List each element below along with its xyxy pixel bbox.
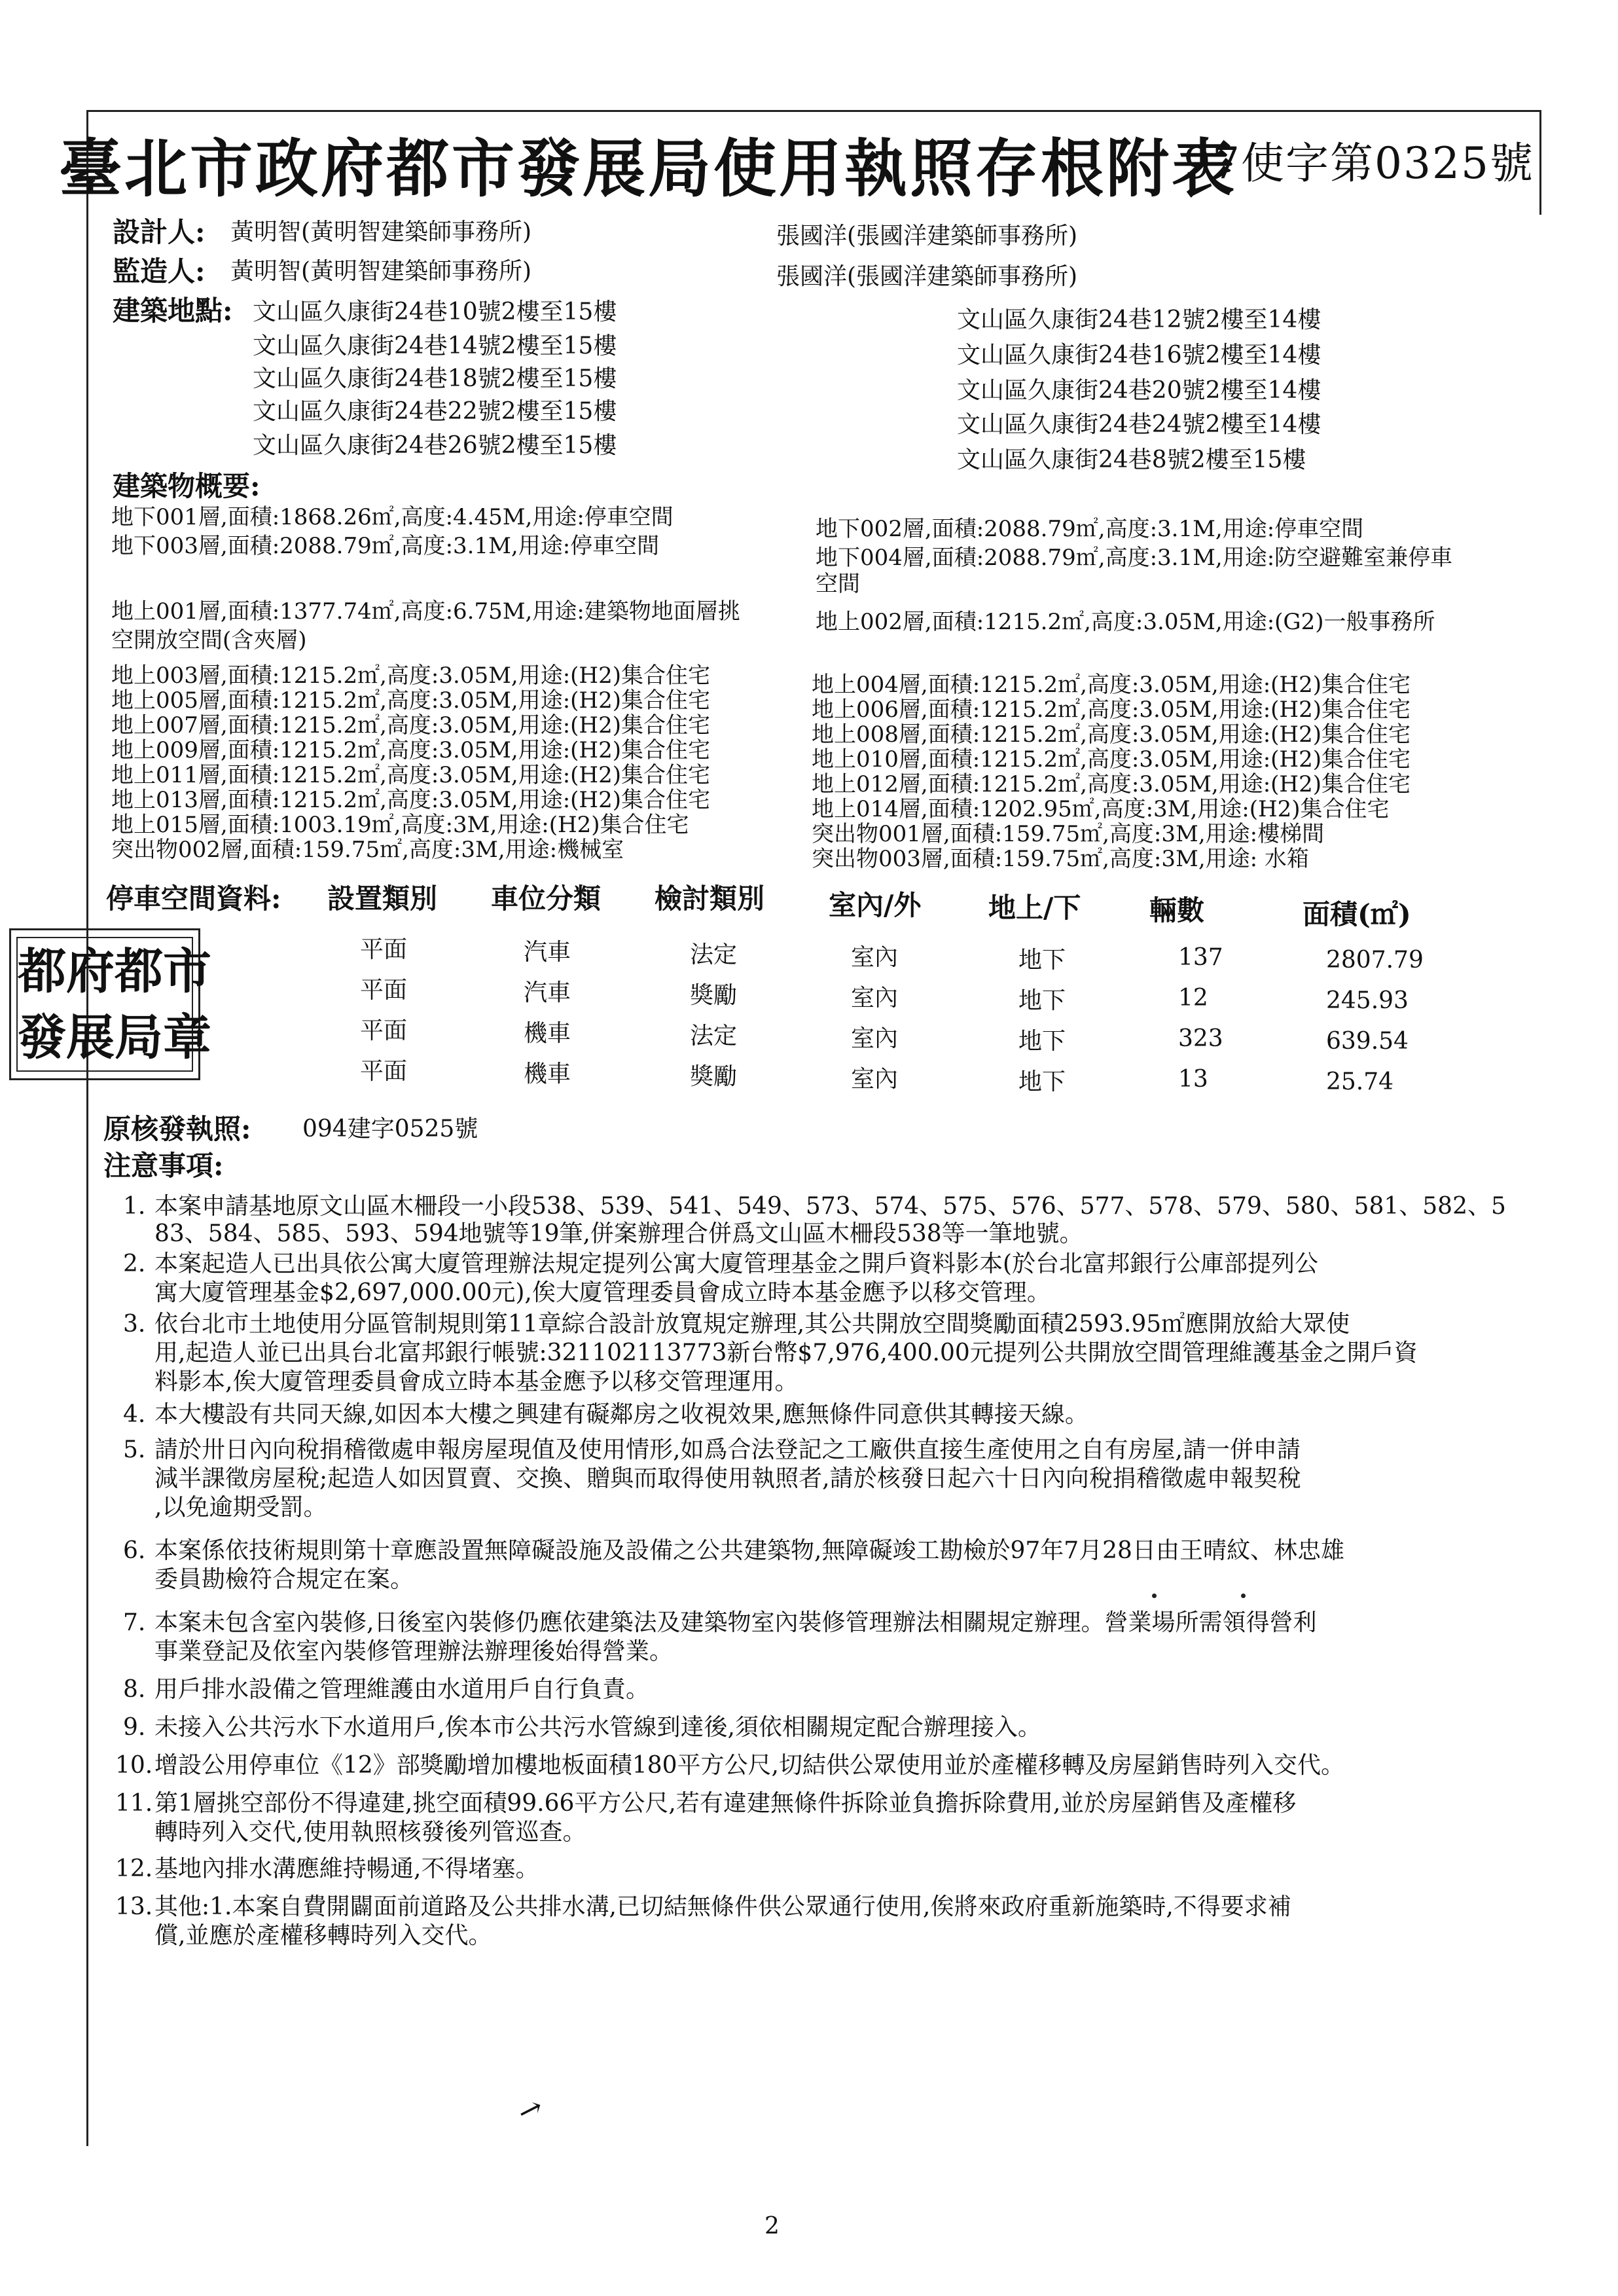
supervisor-name-1: 黃明智(黃明智建築師事務所)	[230, 258, 532, 285]
note-line: 減半課徵房屋稅;起造人如因買賣、交換、贈與而取得使用執照者,請於核發日起六十日內向稅捐稽徵處申報契稅	[154, 1465, 1301, 1492]
parking-cell: 12	[1178, 985, 1208, 1011]
note-number: 8.	[123, 1676, 146, 1703]
note-number: 6.	[123, 1537, 146, 1564]
seal-char: 展	[66, 1009, 115, 1066]
floor-entry-left: 地上011層,面積:1215.2㎡,高度:3.05M,用途:(H2)集合住宅	[111, 762, 710, 788]
designer-label: 設計人:	[113, 216, 206, 248]
parking-cell: 地下	[1018, 947, 1066, 974]
note-line: 第1層挑空部份不得違建,挑空面積99.66平方公尺,若有違建無條件拆除並負擔拆除費用,並於房屋銷售及產權移	[154, 1790, 1297, 1817]
note-number: 12.	[115, 1855, 153, 1882]
site-label: 建築地點:	[113, 295, 233, 327]
ground-floor-1-cont: 空開放空間(含夾層)	[111, 627, 307, 653]
seal-char: 都	[115, 943, 163, 1000]
site-address-left: 文山區久康街24巷18號2樓至15樓	[253, 365, 617, 392]
note-line: 本案係依技術規則第十章應設置無障礙設施及設備之公共建築物,無障礙竣工勘檢於97年7月28日由王晴紋、林忠雄	[154, 1537, 1344, 1564]
parking-cell: 2807.79	[1326, 947, 1424, 974]
parking-cell: 機車	[524, 1061, 571, 1087]
parking-cell: 平面	[360, 977, 408, 1004]
parking-cell: 法定	[690, 1023, 738, 1049]
parking-header: 車位分類	[491, 883, 602, 915]
frame-left-rule	[86, 110, 88, 2146]
note-line: 委員勘檢符合規定在案。	[154, 1566, 414, 1593]
note-line: 本大樓設有共同天線,如因本大樓之興建有礙鄰房之收視效果,應無條件同意供其轉接天線。	[154, 1401, 1088, 1428]
note-line: 基地內排水溝應維持暢通,不得堵塞。	[154, 1855, 539, 1882]
note-line: 其他:1.本案自費開闢面前道路及公共排水溝,已切結無條件供公眾通行使用,俟將來政府重新施築時,不得要求補	[154, 1893, 1291, 1920]
ground-floor-2: 地上002層,面積:1215.2㎡,高度:3.05M,用途:(G2)一般事務所	[816, 609, 1435, 635]
basement-floor-4-cont: 空間	[816, 571, 860, 597]
site-address-left: 文山區久康街24巷10號2樓至15樓	[253, 299, 617, 325]
note-number: 7.	[123, 1609, 146, 1636]
note-number: 13.	[115, 1893, 153, 1920]
parking-header: 設置類別	[327, 883, 438, 915]
site-address-right: 文山區久康街24巷12號2樓至14樓	[957, 306, 1321, 333]
frame-right-rule	[1539, 110, 1541, 215]
parking-cell: 地下	[1018, 1028, 1066, 1055]
parking-label: 停車空間資料:	[106, 883, 281, 915]
note-line: 轉時列入交代,使用執照核發後列管巡查。	[154, 1819, 586, 1846]
building-summary-label: 建築物概要:	[113, 470, 261, 502]
note-line: 本案未包含室內裝修,日後室內裝修仍應依建築法及建築物室內裝修管理辦法相關規定辦理。營業場所需領得營利	[154, 1609, 1317, 1636]
note-line: ,以免逾期受罰。	[154, 1494, 327, 1521]
floor-entry-right: 突出物001層,面積:159.75㎡,高度:3M,用途:樓梯間	[812, 821, 1325, 847]
parking-cell: 地下	[1018, 1068, 1066, 1095]
site-address-right: 文山區久康街24巷16號2樓至14樓	[957, 342, 1321, 369]
parking-cell: 25.74	[1326, 1068, 1394, 1095]
parking-cell: 室內	[851, 944, 899, 971]
parking-cell: 法定	[690, 941, 738, 968]
basement-floor-4: 地下004層,面積:2088.79㎡,高度:3.1M,用途:防空避難室兼停車	[816, 545, 1453, 571]
parking-cell: 13	[1178, 1066, 1208, 1093]
parking-header: 面積(㎡)	[1303, 898, 1411, 930]
floor-entry-left: 地上015層,面積:1003.19㎡,高度:3M,用途:(H2)集合住宅	[111, 812, 689, 838]
site-address-left: 文山區久康街24巷22號2樓至15樓	[253, 398, 617, 425]
parking-header: 輛數	[1149, 894, 1205, 926]
designer-name-2: 張國洋(張國洋建築師事務所)	[776, 223, 1078, 249]
basement-floor-3: 地下003層,面積:2088.79㎡,高度:3.1M,用途:停車空間	[111, 533, 660, 559]
seal-char: 市	[163, 943, 211, 1000]
note-number: 1.	[123, 1193, 146, 1220]
seal-char: 府	[66, 943, 115, 1000]
note-line: 增設公用停車位《12》部獎勵增加樓地板面積180平方公尺,切結供公眾使用並於產權移轉及房屋銷售時列入交代。	[154, 1752, 1344, 1779]
parking-cell: 639.54	[1326, 1028, 1409, 1055]
page-number: 2	[764, 2213, 780, 2240]
parking-cell: 室內	[851, 985, 899, 1011]
parking-cell: 獎勵	[690, 1063, 738, 1090]
parking-cell: 323	[1178, 1025, 1223, 1052]
note-line: 用戶排水設備之管理維護由水道用戶自行負責。	[154, 1676, 650, 1703]
emphasis-dot	[1241, 1594, 1246, 1598]
note-line: 請於卅日內向稅捐稽徵處申報房屋現值及使用情形,如爲合法登記之工廠供直接生產使用之自有房屋,請一併申請	[154, 1436, 1301, 1463]
seal-char: 章	[163, 1009, 211, 1066]
floor-entry-left: 地上013層,面積:1215.2㎡,高度:3.05M,用途:(H2)集合住宅	[111, 787, 710, 813]
site-address-right: 文山區久康街24巷24號2樓至14樓	[957, 411, 1321, 438]
document-number: 97使字第0325號	[1183, 138, 1534, 189]
note-number: 3.	[123, 1311, 146, 1338]
supervisor-label: 監造人:	[113, 255, 206, 287]
note-number: 11.	[115, 1790, 153, 1817]
floor-entry-left: 地上009層,面積:1215.2㎡,高度:3.05M,用途:(H2)集合住宅	[111, 737, 710, 763]
floor-entry-right: 突出物003層,面積:159.75㎡,高度:3M,用途: 水箱	[812, 846, 1309, 872]
note-number: 9.	[123, 1714, 146, 1741]
parking-cell: 室內	[851, 1066, 899, 1093]
site-address-left: 文山區久康街24巷14號2樓至15樓	[253, 333, 617, 359]
note-line: 本案起造人已出具依公寓大廈管理辦法規定提列公寓大廈管理基金之開戶資料影本(於台北富邦銀行公庫部提列公	[154, 1250, 1319, 1277]
official-seal-stamp	[9, 928, 211, 1080]
supervisor-name-2: 張國洋(張國洋建築師事務所)	[776, 263, 1078, 290]
parking-cell: 平面	[360, 936, 408, 963]
notes-label: 注意事項:	[103, 1150, 224, 1182]
original-license-value: 094建字0525號	[302, 1116, 478, 1142]
note-line: 料影本,俟大廈管理委員會成立時本基金應予以移交管理運用。	[154, 1368, 799, 1395]
parking-cell: 獎勵	[690, 982, 738, 1009]
parking-header: 檢討類別	[655, 883, 765, 915]
note-line: 本案申請基地原文山區木柵段一小段538、539、541、549、573、574、575、576、577、578、579、580、581、582、5	[154, 1193, 1506, 1220]
note-number: 5.	[123, 1436, 146, 1463]
floor-entry-right: 地上010層,面積:1215.2㎡,高度:3.05M,用途:(H2)集合住宅	[812, 746, 1411, 773]
note-number: 4.	[123, 1401, 146, 1428]
parking-cell: 137	[1178, 944, 1223, 971]
pen-mark-icon: ↗	[514, 2090, 547, 2130]
seal-char: 局	[115, 1009, 163, 1066]
floor-entry-left: 突出物002層,面積:159.75㎡,高度:3M,用途:機械室	[111, 837, 624, 863]
note-number: 10.	[115, 1752, 153, 1779]
seal-char: 發	[18, 1009, 66, 1066]
floor-entry-left: 地上005層,面積:1215.2㎡,高度:3.05M,用途:(H2)集合住宅	[111, 687, 710, 714]
note-number: 2.	[123, 1250, 146, 1277]
site-address-right: 文山區久康街24巷8號2樓至15樓	[957, 446, 1306, 473]
floor-entry-right: 地上014層,面積:1202.95㎡,高度:3M,用途:(H2)集合住宅	[812, 796, 1390, 822]
note-line: 事業登記及依室內裝修管理辦法辦理後始得營業。	[154, 1638, 674, 1665]
parking-cell: 平面	[360, 1017, 408, 1044]
note-line: 用,起造人並已出具台北富邦銀行帳號:321102113773新台幣$7,976,400.00元提列公共開放空間管理維護基金之開戶資	[154, 1339, 1418, 1366]
parking-header: 地上/下	[988, 892, 1081, 924]
emphasis-dot	[1152, 1594, 1157, 1598]
basement-floor-2: 地下002層,面積:2088.79㎡,高度:3.1M,用途:停車空間	[816, 516, 1364, 542]
site-address-left: 文山區久康街24巷26號2樓至15樓	[253, 432, 617, 459]
parking-cell: 汽車	[524, 939, 571, 966]
note-line: 寓大廈管理基金$2,697,000.00元),俟大廈管理委員會成立時本基金應予以移交管理。	[154, 1279, 1051, 1306]
floor-entry-right: 地上006層,面積:1215.2㎡,高度:3.05M,用途:(H2)集合住宅	[812, 697, 1411, 723]
parking-cell: 平面	[360, 1058, 408, 1085]
parking-cell: 室內	[851, 1025, 899, 1052]
floor-entry-left: 地上003層,面積:1215.2㎡,高度:3.05M,用途:(H2)集合住宅	[111, 663, 710, 689]
note-line: 未接入公共污水下水道用戶,俟本市公共污水管線到達後,須依相關規定配合辦理接入。	[154, 1714, 1041, 1741]
parking-cell: 地下	[1018, 987, 1066, 1014]
frame-top-rule	[86, 110, 1541, 112]
site-address-right: 文山區久康街24巷20號2樓至14樓	[957, 377, 1321, 404]
document-title: 臺北市政府都市發展局使用執照存根附表	[59, 132, 1237, 206]
basement-floor-1: 地下001層,面積:1868.26㎡,高度:4.45M,用途:停車空間	[111, 504, 674, 530]
note-line: 依台北市土地使用分區管制規則第11章綜合設計放寬規定辦理,其公共開放空間獎勵面積2593.95㎡應開放給大眾使	[154, 1311, 1350, 1338]
designer-name-1: 黃明智(黃明智建築師事務所)	[230, 219, 532, 246]
note-line: 83、584、585、593、594地號等19筆,併案辦理合併爲文山區木柵段538等一筆地號。	[154, 1220, 1083, 1247]
parking-cell: 汽車	[524, 979, 571, 1006]
floor-entry-right: 地上008層,面積:1215.2㎡,高度:3.05M,用途:(H2)集合住宅	[812, 721, 1411, 748]
ground-floor-1: 地上001層,面積:1377.74㎡,高度:6.75M,用途:建築物地面層挑	[111, 598, 740, 625]
floor-entry-left: 地上007層,面積:1215.2㎡,高度:3.05M,用途:(H2)集合住宅	[111, 712, 710, 738]
parking-cell: 245.93	[1326, 987, 1409, 1014]
floor-entry-right: 地上004層,面積:1215.2㎡,高度:3.05M,用途:(H2)集合住宅	[812, 672, 1411, 698]
note-line: 償,並應於產權移轉時列入交代。	[154, 1922, 492, 1949]
parking-cell: 機車	[524, 1020, 571, 1047]
parking-header: 室內/外	[829, 889, 922, 921]
original-license-label: 原核發執照:	[103, 1113, 251, 1145]
floor-entry-right: 地上012層,面積:1215.2㎡,高度:3.05M,用途:(H2)集合住宅	[812, 771, 1411, 797]
seal-char: 都	[18, 943, 66, 1000]
